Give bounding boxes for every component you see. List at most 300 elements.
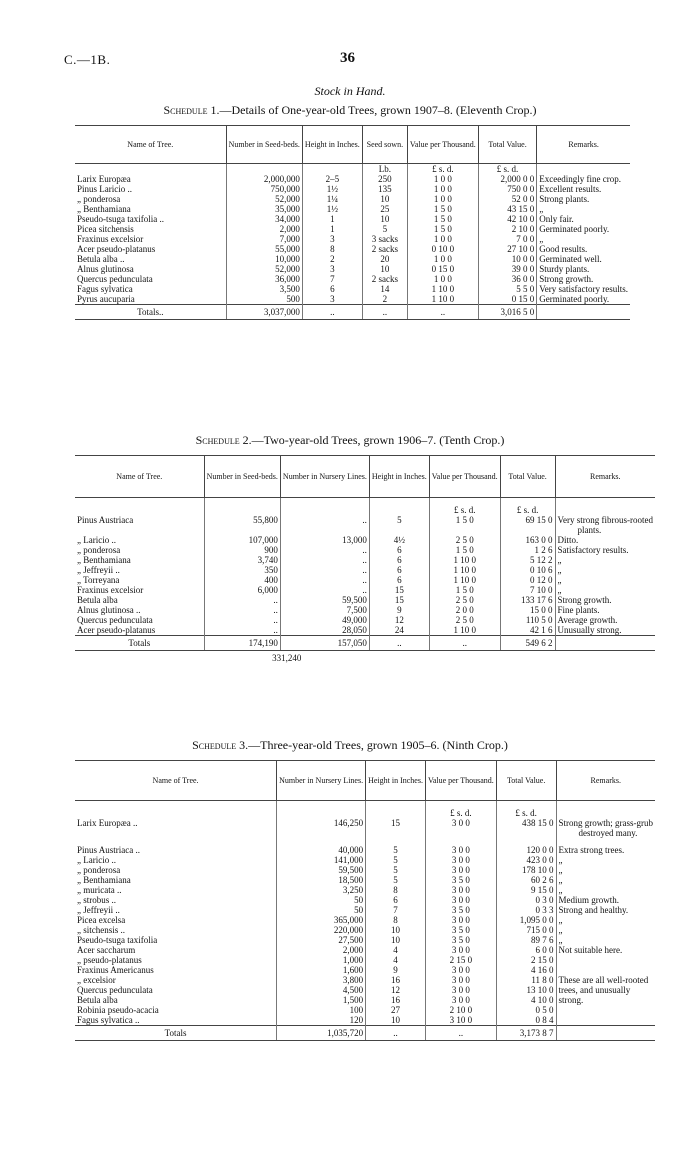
cell-nursery: 1,600 — [277, 965, 366, 975]
col-name: Name of Tree. — [75, 126, 226, 164]
cell-height: 3 — [302, 264, 362, 274]
cell-remarks: Unusually strong. — [555, 625, 655, 636]
table-row — [75, 605, 655, 615]
cell-seed: 2 — [362, 294, 407, 305]
cell-name: Acer pseudo-platanus — [77, 244, 156, 254]
cell-remarks: strong. — [556, 995, 655, 1005]
cell-seed: 25 — [362, 204, 407, 214]
cell-value: 1 10 0 — [407, 284, 478, 294]
col-remarks: Remarks. — [555, 456, 655, 498]
cell-value: 3 0 0 — [425, 975, 496, 985]
table-row — [75, 875, 655, 885]
schedule-2-totals — [75, 636, 655, 651]
schedule-1-table — [75, 125, 630, 320]
table-row — [75, 865, 655, 875]
cell-value: 1 0 0 — [407, 274, 478, 284]
cell-seed: 10 — [362, 194, 407, 204]
cell-seedbeds: 55,000 — [226, 244, 302, 254]
cell-remarks: „ — [556, 935, 655, 945]
cell-height: 15 — [369, 585, 429, 595]
schedule-1-label: Schedule 1. — [163, 103, 220, 117]
cell-nursery: 220,000 — [277, 925, 366, 935]
table-row — [75, 995, 655, 1005]
cell-seedbeds: .. — [204, 615, 280, 625]
table-row — [75, 234, 630, 244]
col-name: Name of Tree. — [75, 456, 204, 498]
cell-height: 9 — [366, 965, 426, 975]
cell-height: 7 — [302, 274, 362, 284]
cell-value: 3 10 0 — [425, 1015, 496, 1026]
totals-nursery: 1,035,720 — [277, 1026, 366, 1041]
cell-remarks: „ — [556, 875, 655, 885]
schedule-1-subtitle: —Details of One-year-old Trees, grown 1907–8. (Eleventh Crop.) — [219, 103, 537, 117]
table-row-continuation — [75, 525, 655, 535]
cell-height: 3 — [302, 294, 362, 305]
cell-value: 1 10 0 — [407, 294, 478, 305]
cell-value: 2 0 0 — [429, 605, 500, 615]
cell-value: 3 0 0 — [425, 965, 496, 975]
cell-name: Pinus Austriaca — [77, 515, 134, 525]
cell-name: Quercus pedunculata — [77, 985, 153, 995]
cell-nursery: 27,500 — [277, 935, 366, 945]
cell-nursery: .. — [280, 565, 369, 575]
totals-total: 3,173 8 7 — [496, 1026, 556, 1041]
cell-remarks: „ — [537, 204, 630, 214]
unit-value: £ s. d. — [425, 808, 496, 818]
cell-total: 13 10 0 — [496, 985, 556, 995]
totals-value: .. — [429, 636, 500, 651]
cell-seedbeds: 52,000 — [226, 264, 302, 274]
cell-seedbeds: .. — [204, 625, 280, 636]
cell-height: 7 — [366, 905, 426, 915]
schedule-1-rows — [75, 174, 630, 305]
cell-total: 423 0 0 — [496, 855, 556, 865]
cell-nursery: 18,500 — [277, 875, 366, 885]
cell-height: 5 — [366, 865, 426, 875]
schedule-3-rows — [75, 818, 655, 1026]
cell-total: 0 5 0 — [496, 1005, 556, 1015]
cell-total: 178 10 0 — [496, 865, 556, 875]
cell-seedbeds: 750,000 — [226, 184, 302, 194]
schedule-2-subtitle: —Two-year-old Trees, grown 1906–7. (Tenth Crop.) — [251, 433, 505, 447]
table-row — [75, 895, 655, 905]
unit-total: £ s. d. — [500, 505, 555, 515]
cell-height: 6 — [366, 895, 426, 905]
cell-remarks: Germinated poorly. — [537, 294, 630, 305]
schedule-3-totals — [75, 1026, 655, 1041]
table-row — [75, 985, 655, 995]
cell-total: 39 0 0 — [478, 264, 537, 274]
cell-height: 1½ — [302, 184, 362, 194]
cell-seed: 2 sacks — [362, 244, 407, 254]
cell-name: Larix Europæa .. — [77, 818, 138, 828]
cell-height: 8 — [302, 244, 362, 254]
col-value: Value per Thousand. — [429, 456, 500, 498]
cell-name: Fraxinus Americanus — [77, 965, 154, 975]
cell-value: 1 0 0 — [407, 234, 478, 244]
col-height: Height in Inches. — [302, 126, 362, 164]
cell-remarks: „ — [555, 565, 655, 575]
cell-height: 2–5 — [302, 174, 362, 184]
cell-value: 3 5 0 — [425, 925, 496, 935]
totals-total: 3,016 5 0 — [478, 305, 537, 320]
cell-height: 6 — [369, 555, 429, 565]
cell-empty — [366, 828, 426, 838]
cell-height: 8 — [366, 885, 426, 895]
cell-seedbeds: .. — [204, 605, 280, 615]
cell-name: Fagus sylvatica — [77, 284, 133, 294]
totals-height: .. — [369, 636, 429, 651]
cell-empty — [204, 525, 280, 535]
cell-remarks: Very strong fibrous-rooted — [555, 515, 655, 525]
cell-total: 2,000 0 0 — [478, 174, 537, 184]
table-row — [75, 565, 655, 575]
cell-value: 3 0 0 — [425, 818, 496, 828]
col-value: Value per Thousand. — [425, 761, 496, 801]
cell-total: 750 0 0 — [478, 184, 537, 194]
table-row — [75, 575, 655, 585]
cell-height: 15 — [369, 595, 429, 605]
cell-remarks: Only fair. — [537, 214, 630, 224]
cell-nursery: 3,250 — [277, 885, 366, 895]
cell-seedbeds: 55,800 — [204, 515, 280, 525]
cell-height: 1¼ — [302, 194, 362, 204]
cell-value: 3 5 0 — [425, 905, 496, 915]
totals-label: Totals — [75, 636, 204, 651]
cell-value: 1 5 0 — [429, 585, 500, 595]
cell-value: 1 5 0 — [407, 224, 478, 234]
cell-total: 6 0 0 — [496, 945, 556, 955]
cell-name: Quercus pedunculata — [77, 274, 153, 284]
table-row — [75, 925, 655, 935]
cell-remarks: Medium growth. — [556, 895, 655, 905]
totals-seed: .. — [362, 305, 407, 320]
cell-total: 2 10 0 — [478, 224, 537, 234]
row-gap — [366, 838, 426, 845]
col-height: Height in Inches. — [366, 761, 426, 801]
cell-seed: 3 sacks — [362, 234, 407, 244]
cell-value: 0 10 0 — [407, 244, 478, 254]
cell-value: 3 5 0 — [425, 935, 496, 945]
cell-value: 3 0 0 — [425, 845, 496, 855]
cell-remarks: „ — [556, 865, 655, 875]
cell-height: 2 — [302, 254, 362, 264]
cell-total: 52 0 0 — [478, 194, 537, 204]
schedule-2-label: Schedule 2. — [195, 433, 252, 447]
cell-remarks: Very satisfactory results. — [537, 284, 630, 294]
cell-name: „ Benthamiana — [77, 875, 131, 885]
cell-seedbeds: 10,000 — [226, 254, 302, 264]
cell-seedbeds: .. — [204, 595, 280, 605]
cell-seedbeds: 6,000 — [204, 585, 280, 595]
totals-seedbeds: 3,037,000 — [226, 305, 302, 320]
cell-height: 6 — [369, 545, 429, 555]
cell-empty — [425, 828, 496, 838]
cell-empty — [280, 525, 369, 535]
cell-height: 5 — [366, 845, 426, 855]
cell-nursery: 49,000 — [280, 615, 369, 625]
cell-remarks: Exceedingly fine crop. — [537, 174, 630, 184]
cell-total: 4 16 0 — [496, 965, 556, 975]
cell-remarks: „ — [556, 885, 655, 895]
cell-name: „ ponderosa — [77, 865, 121, 875]
cell-seed: 20 — [362, 254, 407, 264]
cell-name: „ sitchensis .. — [77, 925, 125, 935]
cell-nursery: .. — [280, 515, 369, 525]
cell-nursery: 141,000 — [277, 855, 366, 865]
cell-total: 1 2 6 — [500, 545, 555, 555]
cell-height: 6 — [369, 565, 429, 575]
cell-remarks: Good results. — [537, 244, 630, 254]
table-row — [75, 184, 630, 194]
cell-total: 4 10 0 — [496, 995, 556, 1005]
cell-value: 3 0 0 — [425, 985, 496, 995]
cell-name: Larix Europæa — [77, 174, 131, 184]
cell-remarks: Strong plants. — [537, 194, 630, 204]
unit-total: £ s. d. — [478, 164, 537, 175]
schedule-3-title — [0, 738, 700, 753]
cell-name: Pinus Laricio .. — [77, 184, 132, 194]
cell-height: 5 — [366, 855, 426, 865]
table-row — [75, 214, 630, 224]
cell-value: 3 0 0 — [425, 895, 496, 905]
cell-total: 15 0 0 — [500, 605, 555, 615]
col-total: Total Value. — [478, 126, 537, 164]
cell-seedbeds: 34,000 — [226, 214, 302, 224]
cell-remarks: These are all well-rooted — [556, 975, 655, 985]
cell-seedbeds: 500 — [226, 294, 302, 305]
cell-height: 10 — [366, 925, 426, 935]
cell-total: 89 7 6 — [496, 935, 556, 945]
col-nursery: Number in Nursery Lines. — [280, 456, 369, 498]
row-gap — [556, 838, 655, 845]
cell-nursery: 7,500 — [280, 605, 369, 615]
cell-name: Picea sitchensis — [77, 224, 134, 234]
schedule-2-table — [75, 455, 655, 665]
cell-value: 3 0 0 — [425, 885, 496, 895]
cell-seedbeds: 3,500 — [226, 284, 302, 294]
cell-nursery: 1,000 — [277, 955, 366, 965]
row-gap — [75, 838, 277, 845]
table-row — [75, 625, 655, 636]
cell-value: 1 0 0 — [407, 184, 478, 194]
schedule-1-totals — [75, 305, 630, 320]
cell-height: 5 — [366, 875, 426, 885]
schedule-1-title — [0, 103, 700, 118]
cell-nursery: 146,250 — [277, 818, 366, 828]
cell-value: 2 15 0 — [425, 955, 496, 965]
cell-total: 438 15 0 — [496, 818, 556, 828]
cell-name: Acer pseudo-platanus — [77, 625, 156, 635]
cell-name: Pyrus aucuparia — [77, 294, 135, 304]
table-row — [75, 855, 655, 865]
cell-height: 4 — [366, 955, 426, 965]
cell-height: 10 — [366, 935, 426, 945]
table-row — [75, 174, 630, 184]
cell-value: 3 5 0 — [425, 875, 496, 885]
cell-value: 3 0 0 — [425, 945, 496, 955]
cell-name: Pinus Austriaca .. — [77, 845, 140, 855]
cell-total: 110 5 0 — [500, 615, 555, 625]
cell-name: Fagus sylvatica .. — [77, 1015, 140, 1025]
col-seedbeds: Number in Seed-beds. — [204, 456, 280, 498]
unit-value: £ s. d. — [407, 164, 478, 175]
cell-height: 3 — [302, 234, 362, 244]
cell-name: „ Torreyana — [77, 575, 120, 585]
cell-total: 0 8 4 — [496, 1015, 556, 1026]
table-row — [75, 945, 655, 955]
cell-name: Betula alba — [77, 995, 118, 1005]
cell-remarks: Germinated poorly. — [537, 224, 630, 234]
table-row — [75, 555, 655, 565]
table-row — [75, 885, 655, 895]
cell-value: 3 0 0 — [425, 855, 496, 865]
cell-nursery: 120 — [277, 1015, 366, 1026]
col-total: Total Value. — [500, 456, 555, 498]
row-gap — [425, 838, 496, 845]
table-row — [75, 545, 655, 555]
cell-remarks — [556, 955, 655, 965]
cell-total: 0 10 6 — [500, 565, 555, 575]
cell-seedbeds: 52,000 — [226, 194, 302, 204]
cell-remarks: Strong growth. — [555, 595, 655, 605]
cell-name: „ Benthamiana — [77, 204, 131, 214]
cell-seedbeds: 400 — [204, 575, 280, 585]
cell-height: 6 — [302, 284, 362, 294]
cell-total: 163 0 0 — [500, 535, 555, 545]
cell-seedbeds: 900 — [204, 545, 280, 555]
totals-combined: 331,240 — [204, 651, 369, 666]
table-row — [75, 905, 655, 915]
cell-height: 8 — [366, 915, 426, 925]
cell-total: 7 0 0 — [478, 234, 537, 244]
col-seedbeds: Number in Seed-beds. — [226, 126, 302, 164]
cell-height: 10 — [366, 1015, 426, 1026]
cell-name: Betula alba — [77, 595, 118, 605]
cell-value: 1 10 0 — [429, 555, 500, 565]
totals-height: .. — [302, 305, 362, 320]
col-remarks: Remarks. — [537, 126, 630, 164]
table-row — [75, 965, 655, 975]
table-row — [75, 264, 630, 274]
cell-total: 11 8 0 — [496, 975, 556, 985]
cell-name: „ Laricio .. — [77, 535, 116, 545]
cell-height: 24 — [369, 625, 429, 636]
cell-name: Alnus glutinosa — [77, 264, 134, 274]
table-row — [75, 244, 630, 254]
cell-total: 0 3 3 — [496, 905, 556, 915]
cell-name: Quercus pedunculata — [77, 615, 153, 625]
cell-total: 5 12 2 — [500, 555, 555, 565]
cell-remarks — [556, 965, 655, 975]
cell-empty — [75, 828, 277, 838]
table-row — [75, 585, 655, 595]
cell-name: „ excelsior — [77, 975, 116, 985]
cell-nursery: 28,050 — [280, 625, 369, 636]
cell-height: 6 — [369, 575, 429, 585]
cell-nursery: 59,500 — [280, 595, 369, 605]
cell-nursery: 2,000 — [277, 945, 366, 955]
col-total: Total Value. — [496, 761, 556, 801]
table-row — [75, 955, 655, 965]
cell-seed: 14 — [362, 284, 407, 294]
cell-total: 60 2 6 — [496, 875, 556, 885]
table-row — [75, 254, 630, 264]
cell-name: Pseudo-tsuga taxifolia .. — [77, 214, 164, 224]
cell-total: 42 1 6 — [500, 625, 555, 636]
cell-remarks: „ — [556, 855, 655, 865]
cell-nursery: 100 — [277, 1005, 366, 1015]
cell-nursery: .. — [280, 575, 369, 585]
cell-name: Alnus glutinosa .. — [77, 605, 141, 615]
cell-height: 1 — [302, 214, 362, 224]
cell-seedbeds: 2,000 — [226, 224, 302, 234]
cell-remarks: Excellent results. — [537, 184, 630, 194]
cell-value: 1 5 0 — [407, 214, 478, 224]
cell-total: 5 5 0 — [478, 284, 537, 294]
cell-seed: 250 — [362, 174, 407, 184]
cell-height: 16 — [366, 995, 426, 1005]
cell-value: 1 5 0 — [429, 515, 500, 525]
cell-remarks: Sturdy plants. — [537, 264, 630, 274]
cell-seedbeds: 36,000 — [226, 274, 302, 284]
cell-seedbeds: 107,000 — [204, 535, 280, 545]
cell-value: 0 15 0 — [407, 264, 478, 274]
cell-nursery: .. — [280, 585, 369, 595]
cell-remarks — [556, 1015, 655, 1026]
cell-value: 2 5 0 — [429, 535, 500, 545]
cell-seed: 135 — [362, 184, 407, 194]
unit-value: £ s. d. — [429, 505, 500, 515]
cell-name: Betula alba .. — [77, 254, 125, 264]
schedule-2-title — [0, 433, 700, 448]
totals-total: 549 6 2 — [500, 636, 555, 651]
cell-total: 7 10 0 — [500, 585, 555, 595]
totals-nursery: 157,050 — [280, 636, 369, 651]
cell-total: 0 12 0 — [500, 575, 555, 585]
cell-name: Picea excelsa — [77, 915, 126, 925]
cell-remarks: Not suitable here. — [556, 945, 655, 955]
table-row — [75, 595, 655, 605]
cell-remarks: Extra strong trees. — [556, 845, 655, 855]
totals-seedbeds: 174,190 — [204, 636, 280, 651]
cell-value: 1 5 0 — [429, 545, 500, 555]
cell-height: 12 — [369, 615, 429, 625]
cell-value: 1 10 0 — [429, 565, 500, 575]
cell-seedbeds: 7,000 — [226, 234, 302, 244]
totals-value: .. — [407, 305, 478, 320]
table-row — [75, 274, 630, 284]
cell-value: 2 10 0 — [425, 1005, 496, 1015]
cell-total: 120 0 0 — [496, 845, 556, 855]
cell-value: 1 0 0 — [407, 194, 478, 204]
table-row — [75, 294, 630, 305]
cell-seed: 10 — [362, 214, 407, 224]
table-row — [75, 915, 655, 925]
cell-nursery: .. — [280, 545, 369, 555]
cell-remarks: „ — [556, 925, 655, 935]
cell-empty — [369, 525, 429, 535]
cell-total: 0 15 0 — [478, 294, 537, 305]
cell-remarks: „ — [555, 575, 655, 585]
cell-name: „ Jeffreyii .. — [77, 905, 120, 915]
cell-remarks: Fine plants. — [555, 605, 655, 615]
cell-seedbeds: 3,740 — [204, 555, 280, 565]
table-row — [75, 818, 655, 828]
cell-height: 12 — [366, 985, 426, 995]
stock-title: Stock in Hand. — [314, 84, 386, 98]
cell-nursery: 1,500 — [277, 995, 366, 1005]
